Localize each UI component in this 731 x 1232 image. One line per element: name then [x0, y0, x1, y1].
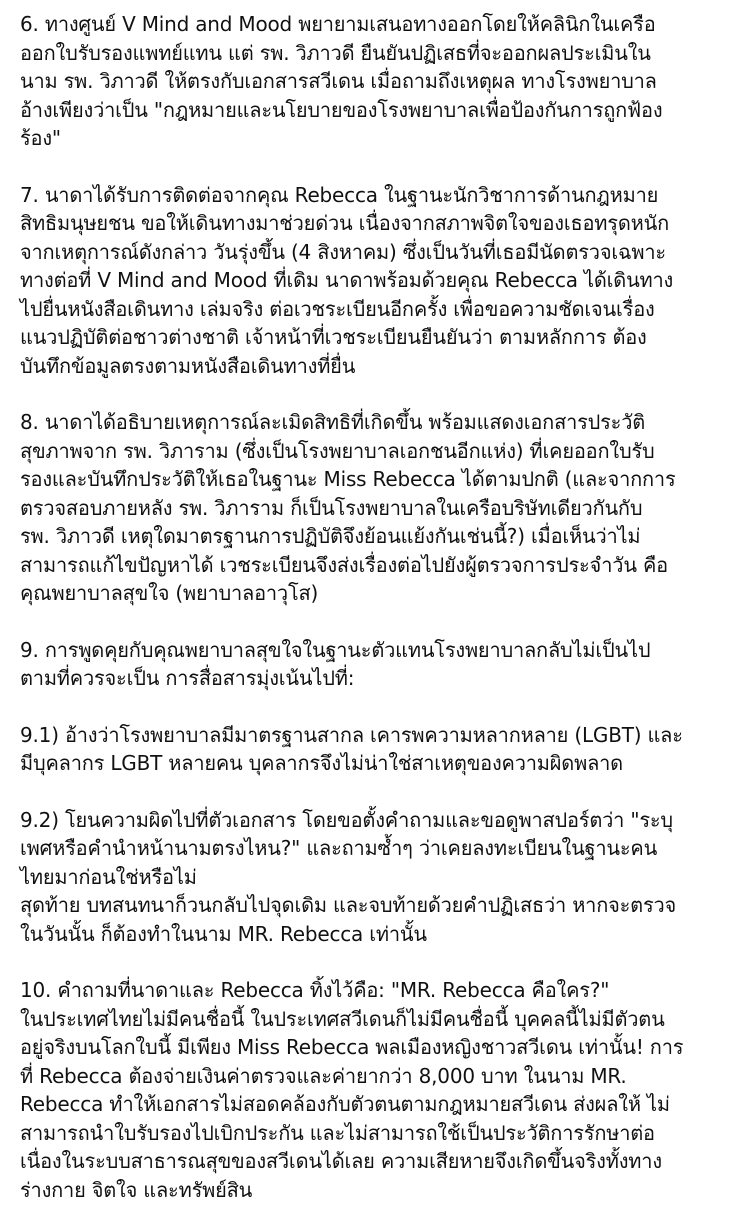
text-line: ร่างกาย จิตใจ และทรัพย์สิน [20, 1177, 253, 1202]
text-line: มีบุคลากร LGBT หลายคน บุคลากรจึงไม่น่าใช่สาเหตุของความผิดพลาด [20, 751, 623, 775]
text-line: ในประเทศไทยไม่มีคนชื่อนี้ ในประเทศสวีเดนก็ไม่มีคนชื่อนี้ บุคคลนี้ไม่มีตัวตน [20, 1006, 665, 1031]
text-line: ทางต่อที่ V Mind and Mood ที่เดิม นาดาพร้อมด้วยคุณ Rebecca ได้เดินทาง [20, 268, 674, 292]
text-line: สุดท้าย บทสนทนาก็วนกลับไปจุดเดิม และจบท้ายด้วยคำปฏิเสธว่า หากจะตรวจ [20, 893, 677, 917]
text-line: ในวันนั้น ก็ต้องทำในนาม MR. Rebecca เท่านั้น [20, 921, 427, 946]
text-line: 8. นาดาได้อธิบายเหตุการณ์ละเมิดสิทธิที่เกิดขึ้น พร้อมแสดงเอกสารประวัติ [20, 410, 646, 434]
paragraph-7 [20, 181, 720, 381]
text-line: ตรวจสอบภายหลัง รพ. วิภาราม ก็เป็นโรงพยาบาลในเครือบริษัทเดียวกันกับ [20, 495, 643, 520]
text-line: 9.1) อ้างว่าโรงพยาบาลมีมาตรฐานสากล เคารพความหลากหลาย (LGBT) และ [20, 722, 683, 747]
text-line: เพศหรือคำนำหน้านามตรงไหน?" และถามซ้ำๆ ว่าเคยลงทะเบียนในฐานะคน [20, 836, 658, 860]
text-line: สามารถนำใบรับรองไปเบิกประกัน และไม่สามารถใช้เป็นประวัติการรักษาต่อ [20, 1120, 655, 1145]
text-line: ไทยมาก่อนใช่หรือไม่ [20, 864, 197, 889]
text-line: แนวปฏิบัติต่อชาวต่างชาติ เจ้าหน้าที่เวชระเบียนยืนยันว่า ตามหลักการ ต้อง [20, 325, 647, 349]
text-line: อ้างเพียงว่าเป็น "กฎหมายและนโยบายของโรงพยาบาลเพื่อป้องกันการถูกฟ้อง [20, 97, 663, 122]
paragraph-8 [20, 408, 720, 608]
text-line: ออกใบรับรองแพทย์แทน แต่ รพ. วิภาวดี ยืนยันปฏิเสธที่จะออกผลประเมินใน [20, 40, 651, 65]
text-line: ที่ Rebecca ต้องจ่ายเงินค่าตรวจและค่ายากว่า 8,000 บาท ในนาม MR. [20, 1063, 627, 1088]
paragraph-9 [20, 636, 720, 693]
paragraph-9-2 [20, 806, 720, 949]
text-line: สุขภาพจาก รพ. วิภาราม (ซึ่งเป็นโรงพยาบาลเอกชนอีกแห่ง) ที่เคยออกใบรับ [20, 438, 655, 463]
text-line: อยู่จริงบนโลกใบนี้ มีเพียง Miss Rebecca พลเมืองหญิงชาวสวีเดน เท่านั้น! การ [20, 1035, 684, 1059]
text-line: Rebecca ทำให้เอกสารไม่สอดคล้องกับตัวตนตามกฎหมายสวีเดน ส่งผลให้ ไม่ [20, 1092, 670, 1116]
text-line: จากเหตุการณ์ดังกล่าว วันรุ่งขึ้น (4 สิงหาคม) ซึ่งเป็นวันที่เธอมีนัดตรวจเฉพาะ [20, 239, 666, 264]
text-line: ร้อง" [20, 126, 61, 150]
text-line: 6. ทางศูนย์ V Mind and Mood พยายามเสนอทางออกโดยให้คลินิกในเครือ [20, 12, 656, 36]
document-body [20, 10, 720, 1232]
text-line: ตามที่ควรจะเป็น การสื่อสารมุ่งเน้นไปที่: [20, 666, 355, 690]
text-line: บันทึกข้อมูลตรงตามหนังสือเดินทางที่ยื่น [20, 353, 356, 378]
text-line: รพ. วิภาวดี เหตุใดมาตรฐานการปฏิบัติจึงย้อนแย้งกันเช่นนี้?) เมื่อเห็นว่าไม่ [20, 524, 641, 548]
text-line: สามารถแก้ไขปัญหาได้ เวชระเบียนจึงส่งเรื่องต่อไปยังผู้ตรวจการประจำวัน คือ [20, 552, 668, 577]
text-line: คุณพยาบาลสุขใจ (พยาบาลอาวุโส) [20, 581, 319, 605]
text-line: 9.2) โยนความผิดไปที่ตัวเอกสาร โดยขอตั้งคำถามและขอดูพาสปอร์ตว่า "ระบุ [20, 807, 673, 832]
text-line: 9. การพูดคุยกับคุณพยาบาลสุขใจในฐานะตัวแทนโรงพยาบาลกลับไม่เป็นไป [20, 637, 651, 662]
text-line: รองและบันทึกประวัติให้เธอในฐานะ Miss Rebecca ได้ตามปกติ (และจากการ [20, 467, 676, 491]
text-line: สิทธิมนุษยชน ขอให้เดินทางมาช่วยด่วน เนื่องจากสภาพจิตใจของเธอทรุดหนัก [20, 211, 669, 235]
text-line: เนื่องในระบบสาธารณสุขของสวีเดนได้เลย ความเสียหายจึงเกิดขึ้นจริงทั้งทาง [20, 1149, 662, 1173]
paragraph-6 [20, 10, 720, 153]
text-line: 7. นาดาได้รับการติดต่อจากคุณ Rebecca ในฐานะนักวิชาการด้านกฎหมาย [20, 182, 659, 207]
text-line: 10. คำถามที่นาดาและ Rebecca ทิ้งไว้คือ: "MR. Rebecca คือใคร?" [20, 978, 610, 1002]
paragraph-9-1 [20, 721, 720, 778]
text-line: นาม รพ. วิภาวดี ให้ตรงกับเอกสารสวีเดน เมื่อถามถึงเหตุผล ทางโรงพยาบาล [20, 69, 657, 93]
paragraph-10 [20, 976, 720, 1204]
text-line: ไปยื่นหนังสือเดินทาง เล่มจริง ต่อเวชระเบียนอีกครั้ง เพื่อขอความชัดเจนเรื่อง [20, 296, 655, 321]
